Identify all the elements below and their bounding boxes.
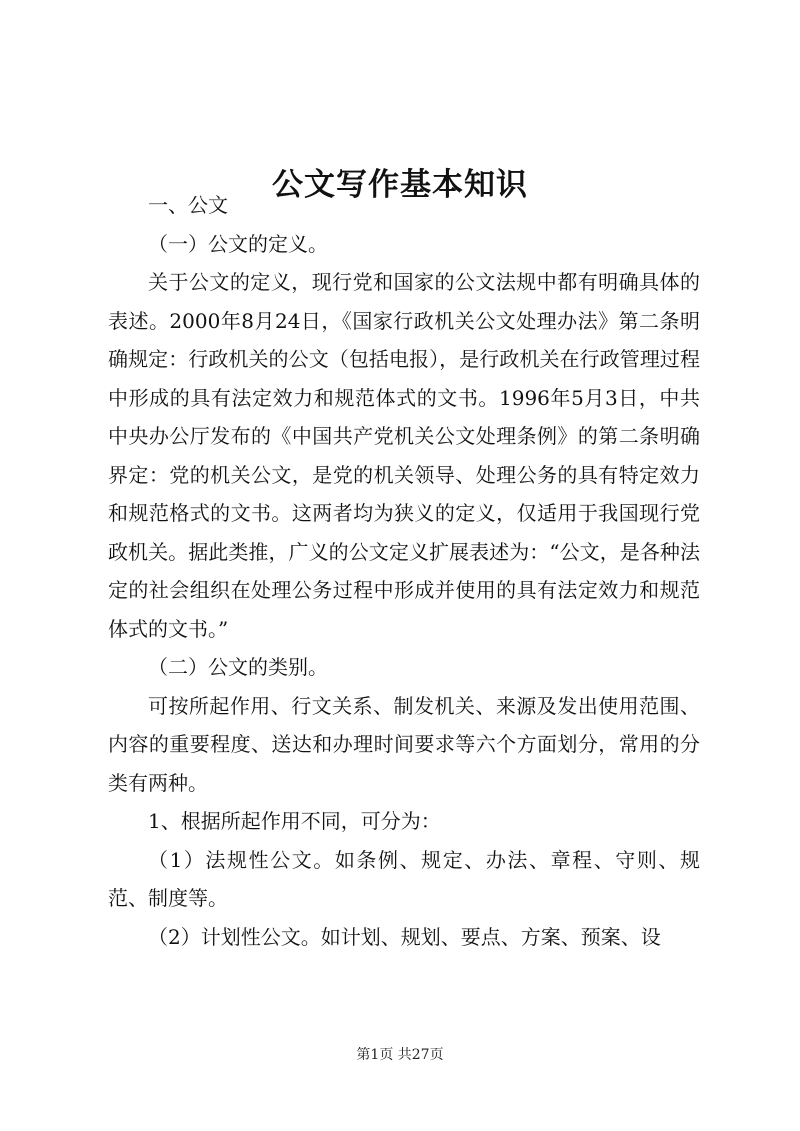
page-number-footer: 第1页 共27页 bbox=[356, 1047, 444, 1063]
document-body bbox=[108, 186, 700, 956]
page-title: 公文写作基本知识 bbox=[272, 166, 528, 203]
paragraph-category: 可按所起作用、行文关系、制发机关、来源及发出使用范围、内容的重要程度、送达和办理时间要求等六个方面划分，常用的分类有两种。 bbox=[108, 693, 700, 795]
paragraph-definition: 关于公文的定义，现行党和国家的公文法规中都有明确具体的表述。2000年8月24日，《国家行政机关公文处理办法》第二条明确规定：行政机关的公文（包括电报），是行政机关在行政管理过程中形成的具有法定效力和规范体式的文书。1996年5月3日，中共中央办公厅发布的《中国共产党机关公文处理条例》的第二条明确界定：党的机关公文，是党的机关领导、处理公务的具有特定效力和规范格式的文书。这两者均为狭义的定义，仅适用于我国现行党政机关。据此类推，广义的公文定义扩展表述为：“公文，是各种法定的社会组织在处理公务过程中形成并使用的具有法定效力和规范体式的文书。” bbox=[108, 270, 700, 641]
list-item-planning: （2）计划性公文。如计划、规划、要点、方案、预案、设 bbox=[148, 924, 661, 949]
subsection-heading-definition: （一）公文的定义。 bbox=[148, 231, 328, 256]
section-heading-1: 一、公文 bbox=[148, 193, 228, 217]
list-item-regulatory: （1）法规性公文。如条例、规定、办法、章程、守则、规范、制度等。 bbox=[108, 847, 700, 910]
subsection-heading-category: （二）公文的类别。 bbox=[148, 655, 328, 679]
list-heading-function: 1、根据所起作用不同，可分为： bbox=[148, 809, 441, 833]
